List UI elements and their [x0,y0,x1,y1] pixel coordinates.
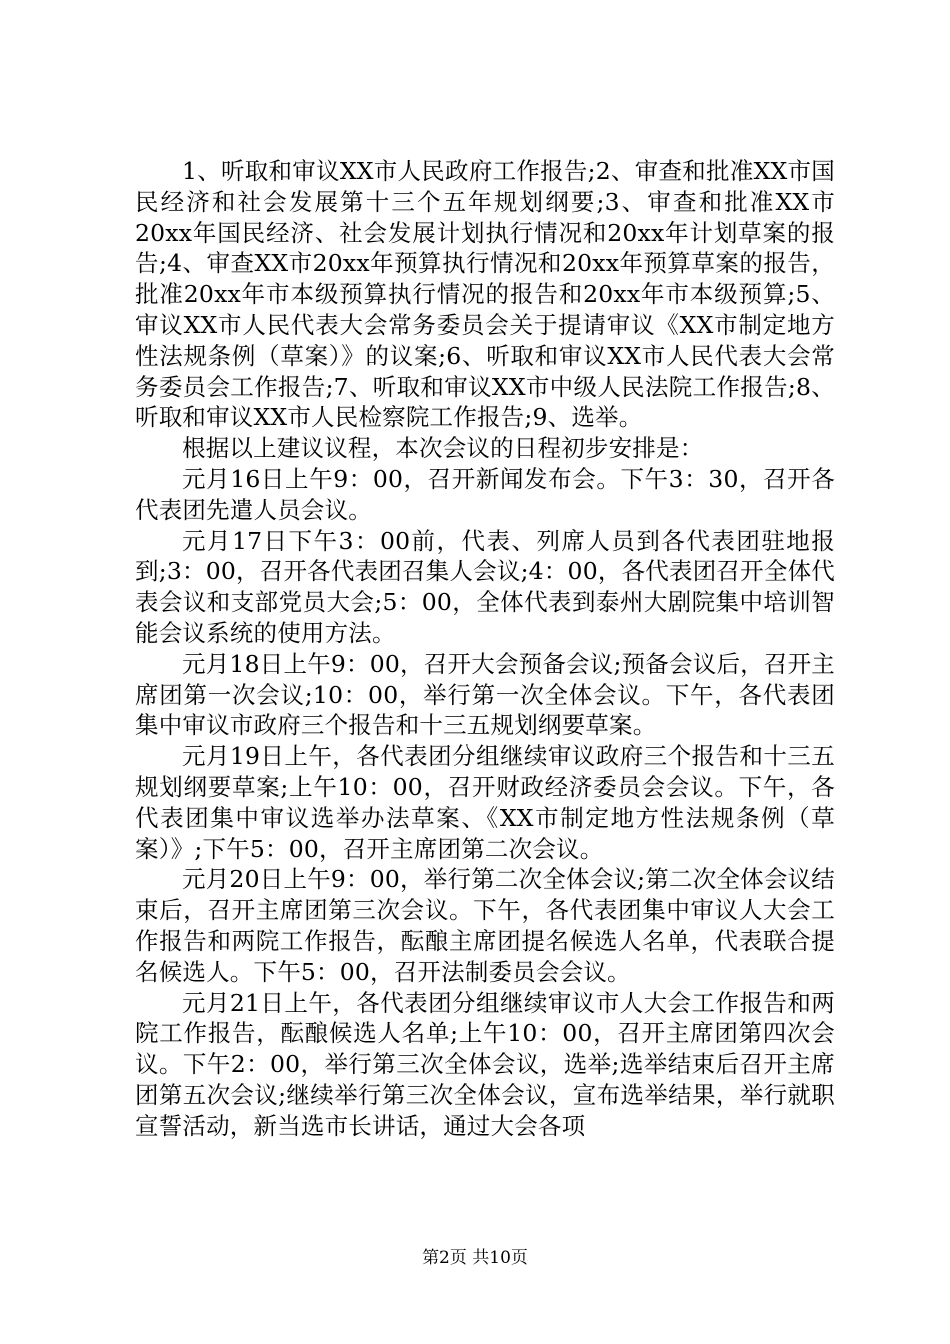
paragraph-jan-18: 元月18日上午9：00，召开大会预备会议;预备会议后，召开主席团第一次会议;10：00，举行第一次全体会议。下午，各代表团集中审议市政府三个报告和十三五规划纲要草案。 [135,649,835,740]
page-number-label: 第2页 共10页 [422,1248,528,1268]
paragraph-jan-17: 元月17日下午3：00前，代表、列席人员到各代表团驻地报到;3：00，召开各代表团召集人会议;4：00，各代表团召开全体代表会议和支部党员大会;5：00，全体代表到泰州大剧院集中培训智能会议系统的使用方法。 [135,526,835,647]
paragraph-jan-20: 元月20日上午9：00，举行第二次全体会议;第二次全体会议结束后，召开主席团第三次会议。下午，各代表团集中审议人大会工作报告和两院工作报告，酝酿主席团提名候选人名单，代表联合提名候选人。下午5：00，召开法制委员会会议。 [135,865,835,986]
paragraph-jan-21: 元月21日上午，各代表团分组继续审议市人大会工作报告和两院工作报告，酝酿候选人名单;上午10：00，召开主席团第四次会议。下午2：00，举行第三次全体会议，选举;选举结束后召开主席团第五次会议;继续举行第三次全体会议，宣布选举结果，举行就职宣誓活动，新当选市长讲话，通过大会各项 [135,988,835,1140]
paragraph-jan-16: 元月16日上午9：00，召开新闻发布会。下午3：30，召开各代表团先遣人员会议。 [135,464,835,524]
paragraph-jan-19: 元月19日上午，各代表团分组继续审议政府三个报告和十三五规划纲要草案;上午10：00，召开财政经济委员会会议。下午，各代表团集中审议选举办法草案、《XX市制定地方性法规条例（草案）》;下午5：00，召开主席团第二次会议。 [135,742,835,863]
paragraph-agenda-items: 1、听取和审议XX市人民政府工作报告;2、审查和批准XX市国民经济和社会发展第十三个五年规划纲要;3、审查和批准XX市20xx年国民经济、社会发展计划执行情况和20xx年计划草案的报告;4、审查XX市20xx年预算执行情况和20xx年预算草案的报告，批准20xx年市本级预算执行情况的报告和20xx年市本级预算;5、审议XX市人民代表大会常务委员会关于提请审议《XX市制定地方性法规条例（草案）》的议案;6、听取和审议XX市人民代表大会常务委员会工作报告;7、听取和审议XX市中级人民法院工作报告;8、听取和审议XX市人民检察院工作报告;9、选举。 [135,157,835,432]
document-body [135,156,835,1142]
page-footer [0,1243,950,1268]
paragraph-schedule-intro: 根据以上建议议程，本次会议的日程初步安排是： [182,434,704,463]
